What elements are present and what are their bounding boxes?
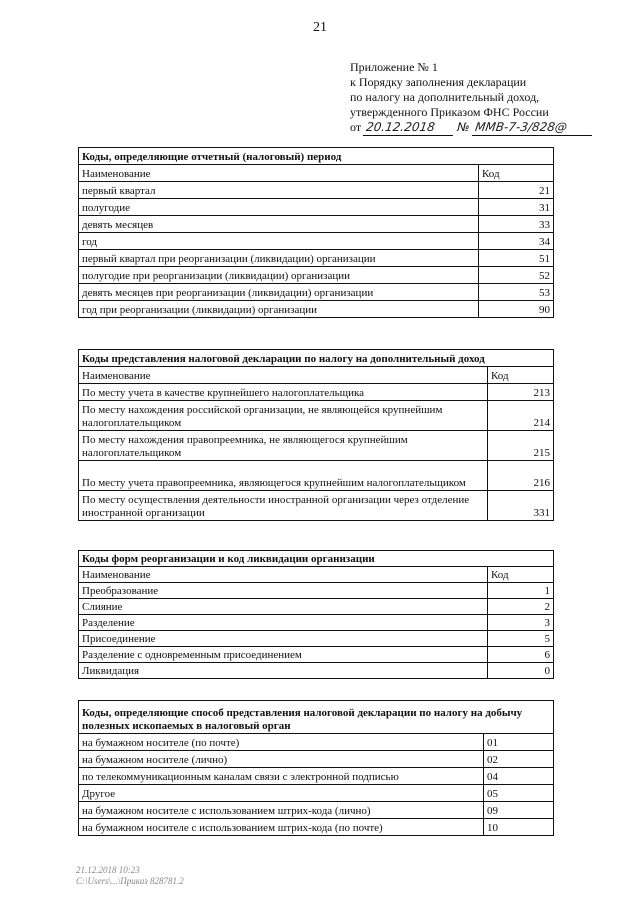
row-code: 2 [488, 599, 554, 615]
row-name: на бумажном носителе с использованием штрих-кода (по почте) [79, 819, 484, 836]
row-name: По месту нахождения российской организации, не являющейся крупнейшим налогоплательщиком [79, 401, 488, 431]
row-code: 04 [484, 768, 554, 785]
row-name: полугодие [79, 199, 479, 216]
row-name: Присоединение [79, 631, 488, 647]
column-header-code: Код [488, 567, 554, 583]
print-footer [76, 865, 184, 887]
appendix-block [350, 60, 593, 136]
row-name: год при реорганизации (ликвидации) организации [79, 301, 479, 318]
table-row [79, 182, 554, 199]
row-code: 33 [479, 216, 554, 233]
row-name: девять месяцев при реорганизации (ликвидации) организации [79, 284, 479, 301]
table-row [79, 250, 554, 267]
row-name: на бумажном носителе (по почте) [79, 734, 484, 751]
number-label: № [457, 120, 470, 134]
row-code: 5 [488, 631, 554, 647]
row-name: Слияние [79, 599, 488, 615]
table-row [79, 734, 554, 751]
table-row [79, 768, 554, 785]
row-name: первый квартал при реорганизации (ликвидации) организации [79, 250, 479, 267]
table-row [79, 819, 554, 836]
table-row [79, 802, 554, 819]
table-row [79, 583, 554, 599]
table-row [79, 647, 554, 663]
row-code: 216 [488, 461, 554, 491]
table-row [79, 461, 554, 491]
row-name: Разделение с одновременным присоединением [79, 647, 488, 663]
submission-place-codes-table [78, 349, 554, 521]
table-title: Коды, определяющие отчетный (налоговый) период [79, 148, 554, 165]
handwritten-date: 20.12.2018 [363, 120, 455, 136]
row-code: 34 [479, 233, 554, 250]
row-code: 51 [479, 250, 554, 267]
table-title: Коды, определяющие способ представления налоговой декларации по налогу на добычу полезных ископаемых в налоговый орган [79, 701, 554, 734]
row-code: 21 [479, 182, 554, 199]
table-row [79, 663, 554, 679]
row-name: первый квартал [79, 182, 479, 199]
submission-method-codes-table [78, 700, 554, 836]
row-code: 02 [484, 751, 554, 768]
appendix-line: по налогу на дополнительный доход, [350, 90, 540, 104]
table-row [79, 284, 554, 301]
table-row [79, 233, 554, 250]
column-header-name: Наименование [79, 165, 479, 182]
row-name: По месту учета в качестве крупнейшего налогоплательщика [79, 384, 488, 401]
row-name: Преобразование [79, 583, 488, 599]
order-date-number-line [350, 120, 593, 136]
row-name: год [79, 233, 479, 250]
table-row [79, 751, 554, 768]
page-number: 21 [313, 20, 327, 35]
table-row [79, 401, 554, 431]
table-row [79, 301, 554, 318]
table-row [79, 785, 554, 802]
row-code: 3 [488, 615, 554, 631]
row-code: 215 [488, 431, 554, 461]
column-header-code: Код [479, 165, 554, 182]
table-row [79, 631, 554, 647]
table-row [79, 216, 554, 233]
row-name: полугодие при реорганизации (ликвидации) организации [79, 267, 479, 284]
row-code: 10 [484, 819, 554, 836]
row-code: 214 [488, 401, 554, 431]
table-title: Коды представления налоговой декларации по налогу на дополнительный доход [79, 350, 554, 367]
row-code: 31 [479, 199, 554, 216]
row-name: девять месяцев [79, 216, 479, 233]
table-row [79, 199, 554, 216]
appendix-line: к Порядку заполнения декларации [350, 75, 527, 89]
row-code: 09 [484, 802, 554, 819]
table-row [79, 431, 554, 461]
column-header-code: Код [488, 367, 554, 384]
table-title: Коды форм реорганизации и код ликвидации организации [79, 551, 554, 567]
table-row [79, 384, 554, 401]
appendix-line: утвержденного Приказом ФНС России [350, 105, 549, 119]
row-name: По месту нахождения правопреемника, не являющегося крупнейшим налогоплательщиком [79, 431, 488, 461]
table-row [79, 599, 554, 615]
row-name: Разделение [79, 615, 488, 631]
column-header-name: Наименование [79, 367, 488, 384]
row-name: По месту осуществления деятельности иностранной организации через отделение иностранной организации [79, 491, 488, 521]
row-code: 05 [484, 785, 554, 802]
row-name: Ликвидация [79, 663, 488, 679]
table-row [79, 267, 554, 284]
row-name: Другое [79, 785, 484, 802]
handwritten-order-number: ММВ-7-3/828@ [471, 120, 593, 136]
from-label: от [350, 120, 362, 134]
row-name: на бумажном носителе (лично) [79, 751, 484, 768]
row-code: 331 [488, 491, 554, 521]
table-row [79, 615, 554, 631]
row-code: 01 [484, 734, 554, 751]
appendix-line: Приложение № 1 [350, 60, 438, 74]
row-code: 90 [479, 301, 554, 318]
row-code: 52 [479, 267, 554, 284]
row-code: 213 [488, 384, 554, 401]
footer-timestamp: 21.12.2018 10:23 [76, 865, 140, 875]
footer-file-path: С:\Users\...\Приказ 828781.2 [76, 876, 184, 886]
column-header-name: Наименование [79, 567, 488, 583]
table-row [79, 491, 554, 521]
row-code: 0 [488, 663, 554, 679]
row-name: По месту учета правопреемника, являющегося крупнейшим налогоплательщиком [79, 461, 488, 491]
reorganization-codes-table [78, 550, 554, 679]
row-code: 6 [488, 647, 554, 663]
row-name: по телекоммуникационным каналам связи с электронной подписью [79, 768, 484, 785]
row-name: на бумажном носителе с использованием штрих-кода (лично) [79, 802, 484, 819]
reporting-period-codes-table [78, 147, 554, 318]
row-code: 53 [479, 284, 554, 301]
row-code: 1 [488, 583, 554, 599]
